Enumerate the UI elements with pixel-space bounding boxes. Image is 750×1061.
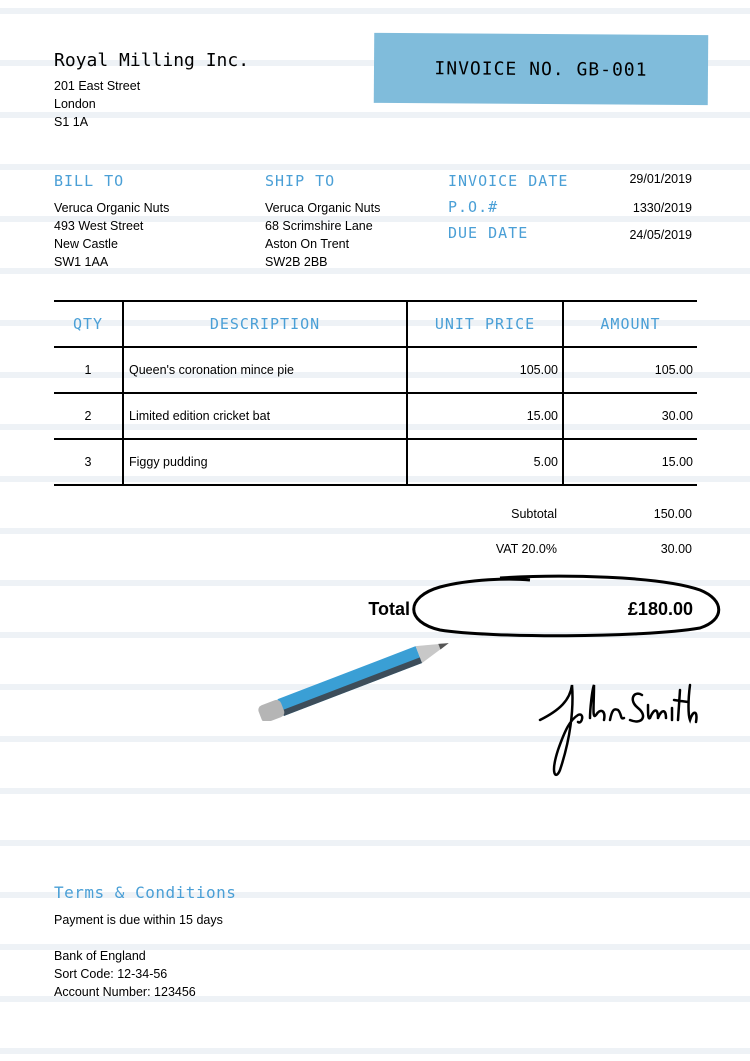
signature bbox=[530, 680, 700, 785]
qty-cell: 3 bbox=[54, 439, 123, 485]
due-date-label: DUE DATE bbox=[448, 224, 529, 242]
address-line: Aston On Trent bbox=[265, 237, 350, 251]
bill-to-label: BILL TO bbox=[54, 172, 125, 190]
account-number: Account Number: 123456 bbox=[54, 985, 196, 999]
subtotal-label: Subtotal bbox=[511, 507, 557, 521]
ship-to-address bbox=[265, 199, 380, 271]
sort-code: Sort Code: 12-34-56 bbox=[54, 967, 168, 981]
unit-price-cell: 5.00 bbox=[407, 439, 563, 485]
header-amount: AMOUNT bbox=[563, 301, 697, 347]
bank-details bbox=[54, 947, 196, 1001]
ship-to-label: SHIP TO bbox=[265, 172, 336, 190]
unit-price-cell: 105.00 bbox=[407, 347, 563, 393]
vat-label: VAT 20.0% bbox=[495, 542, 557, 556]
address-line: SW1 1AA bbox=[54, 255, 109, 269]
invoice-number-banner: INVOICE NO. GB-001 bbox=[374, 33, 708, 105]
address-line: New Castle bbox=[54, 237, 118, 251]
description-cell: Figgy pudding bbox=[123, 439, 407, 485]
payment-terms: Payment is due within 15 days bbox=[54, 913, 223, 927]
qty-cell: 1 bbox=[54, 347, 123, 393]
address-line: S1 1A bbox=[54, 115, 89, 129]
header-description: DESCRIPTION bbox=[123, 301, 407, 347]
total-label: Total bbox=[368, 599, 410, 619]
address-line: 68 Scrimshire Lane bbox=[265, 219, 373, 233]
address-line: 493 West Street bbox=[54, 219, 144, 233]
line-items-table bbox=[54, 300, 697, 486]
due-date: 24/05/2019 bbox=[629, 228, 692, 242]
address-line: Veruca Organic Nuts bbox=[54, 201, 170, 215]
description-cell: Limited edition cricket bat bbox=[123, 393, 407, 439]
header-unit-price: UNIT PRICE bbox=[407, 301, 563, 347]
description-cell: Queen's coronation mince pie bbox=[123, 347, 407, 393]
header-qty: QTY bbox=[54, 301, 123, 347]
bank-name: Bank of England bbox=[54, 949, 146, 963]
seller-name: Royal Milling Inc. bbox=[54, 50, 250, 71]
amount-cell: 15.00 bbox=[563, 439, 697, 485]
table-row bbox=[54, 439, 697, 485]
invoice-date-label: INVOICE DATE bbox=[448, 172, 569, 190]
table-row bbox=[54, 347, 697, 393]
amount-cell: 105.00 bbox=[563, 347, 697, 393]
address-line: 201 East Street bbox=[54, 79, 141, 93]
amount-cell: 30.00 bbox=[563, 393, 697, 439]
qty-cell: 2 bbox=[54, 393, 123, 439]
unit-price-cell: 15.00 bbox=[407, 393, 563, 439]
address-line: Veruca Organic Nuts bbox=[265, 201, 381, 215]
table-header-row bbox=[54, 301, 697, 347]
seller-address bbox=[54, 77, 140, 131]
address-line: London bbox=[54, 97, 96, 111]
pencil-icon bbox=[245, 636, 460, 721]
subtotal-value: 150.00 bbox=[653, 507, 692, 521]
address-line: SW2B 2BB bbox=[265, 255, 328, 269]
terms-title: Terms & Conditions bbox=[54, 883, 237, 902]
invoice-date: 29/01/2019 bbox=[629, 172, 692, 186]
vat-value: 30.00 bbox=[660, 542, 692, 556]
table-row bbox=[54, 393, 697, 439]
po-number: 1330/2019 bbox=[632, 201, 692, 215]
total-value: £180.00 bbox=[627, 599, 693, 619]
bill-to-address bbox=[54, 199, 169, 271]
po-label: P.O.# bbox=[448, 198, 499, 216]
